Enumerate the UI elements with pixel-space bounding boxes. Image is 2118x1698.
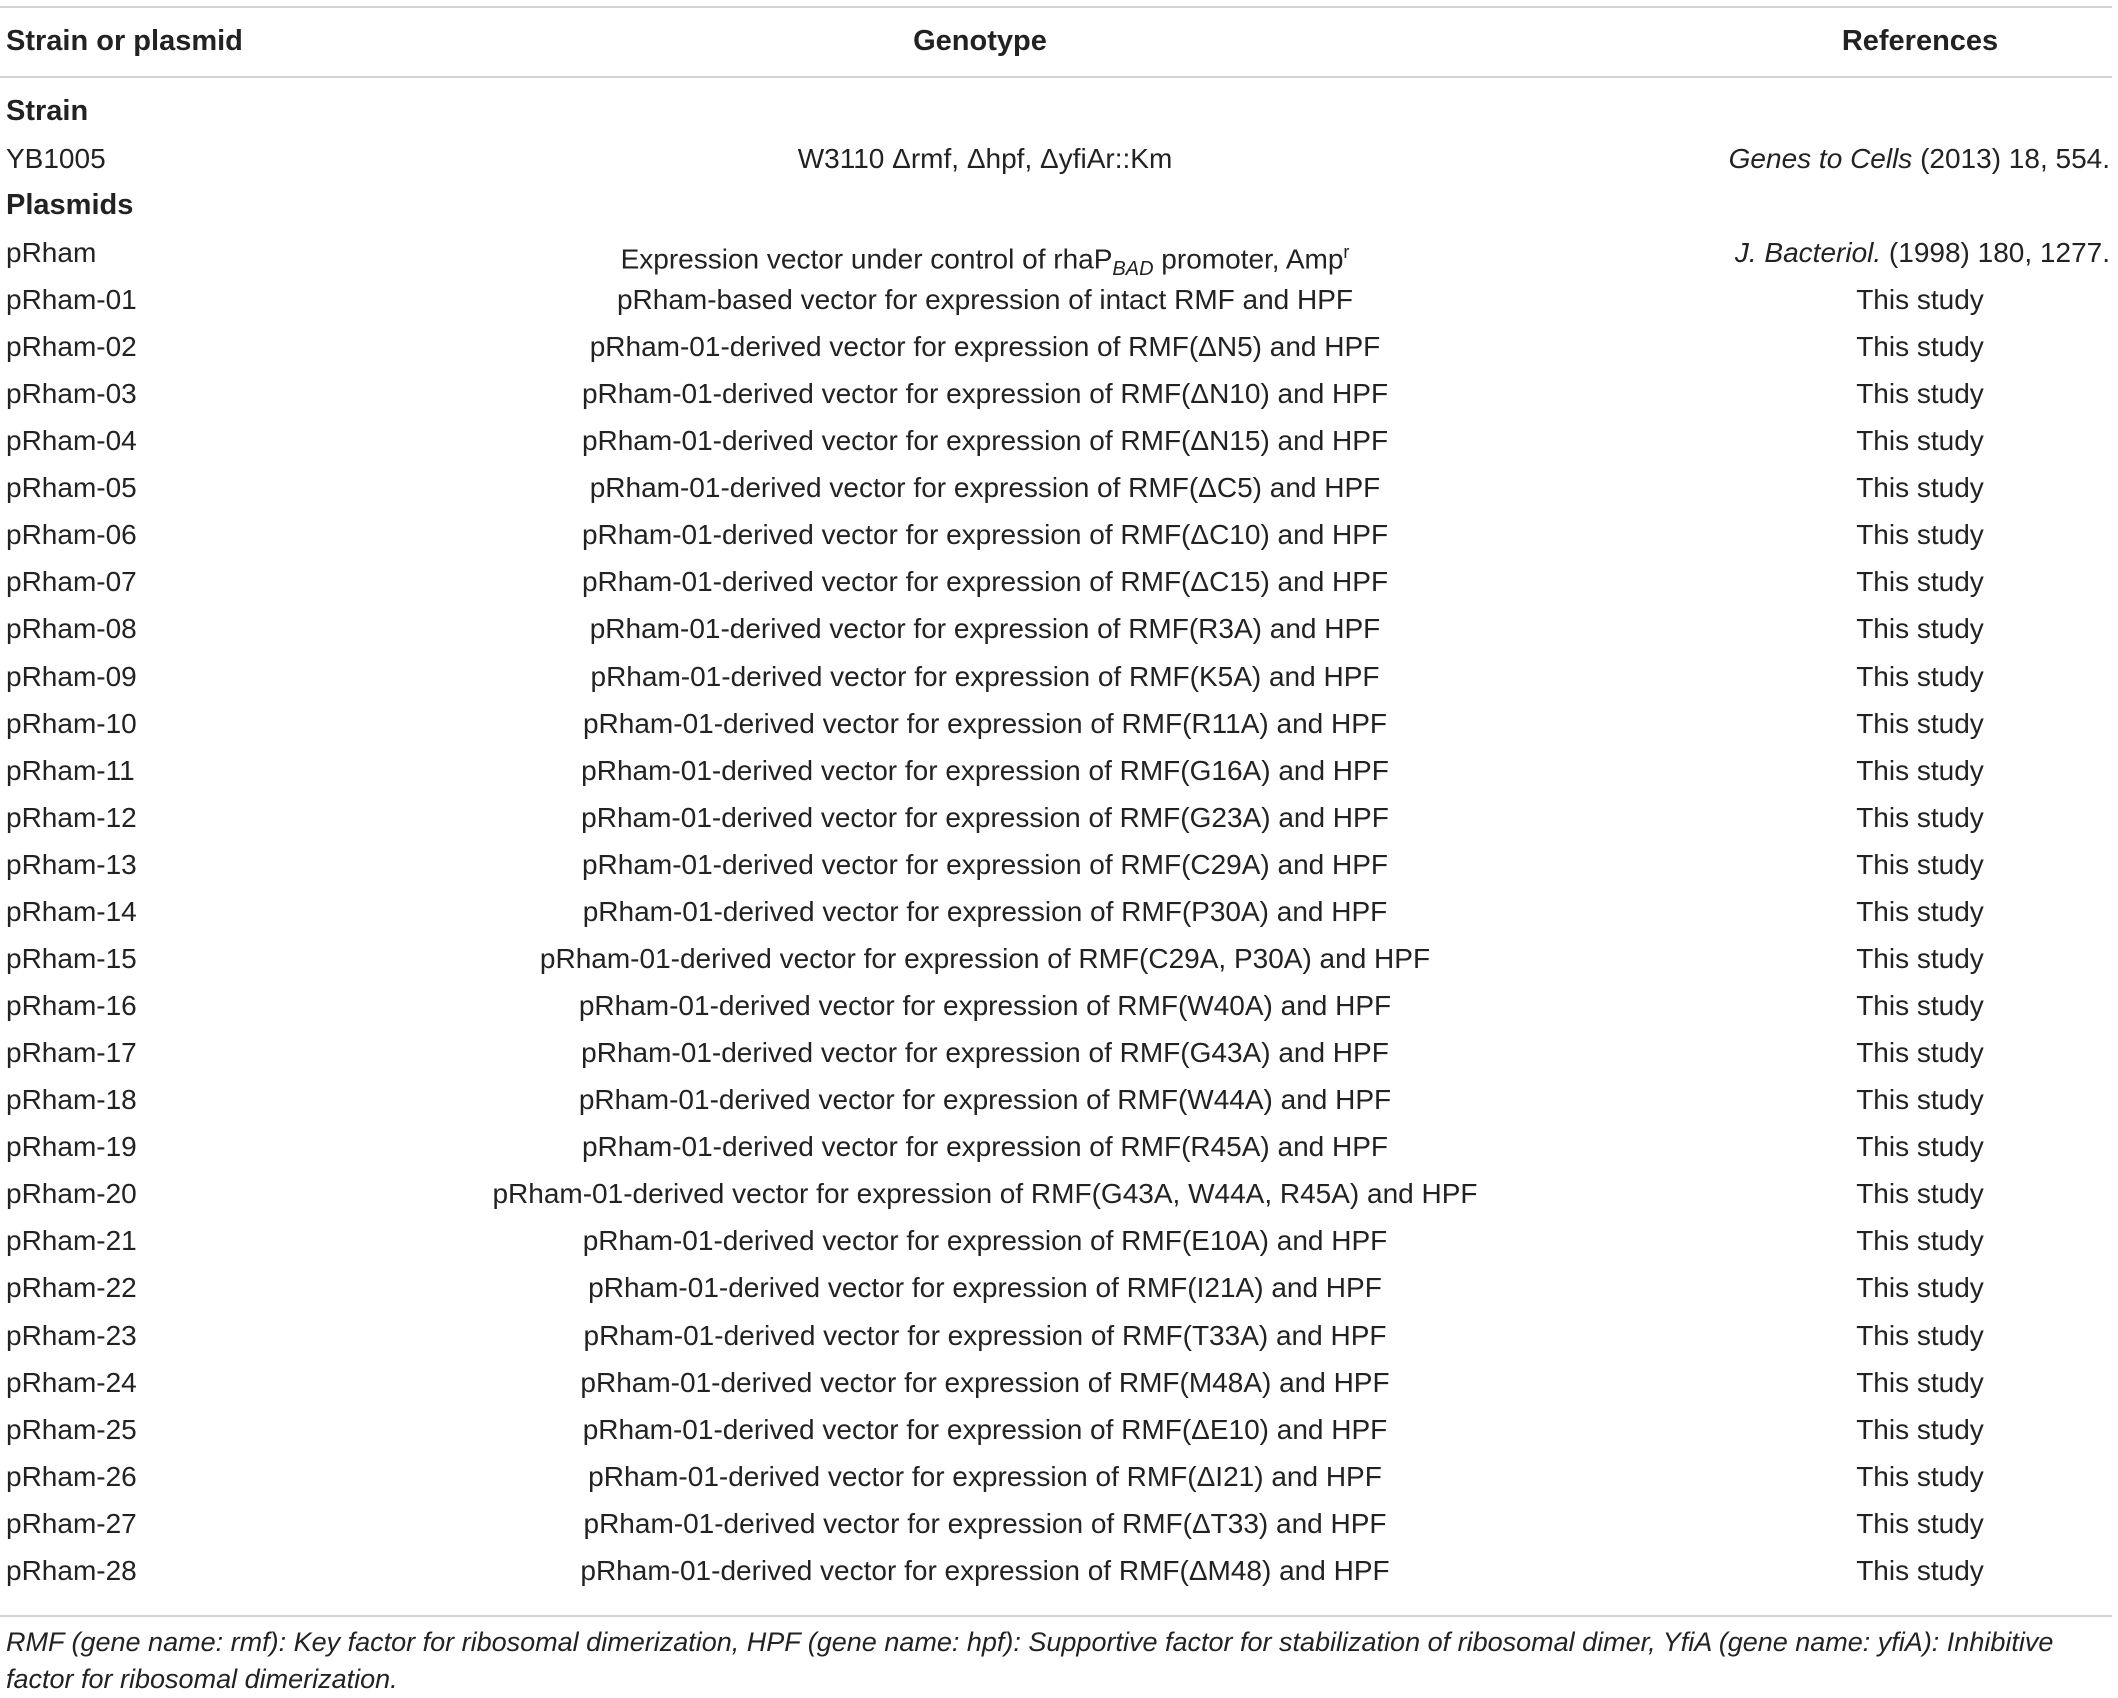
plasmid-name: pRham-04 (6, 425, 137, 457)
plasmid-genotype: pRham-01-derived vector for expression of RMF(W44A) and HPF (578, 1084, 1392, 1116)
table-row (0, 417, 2112, 464)
table-row (0, 653, 2112, 700)
plasmid-reference-journal: J. Bacteriol. (1734, 237, 1882, 268)
genotype-text-a: Expression vector under control of rhaP (620, 243, 1113, 275)
table-row (0, 370, 2112, 417)
table-row (0, 1359, 2112, 1406)
plasmid-name: pRham-13 (6, 848, 137, 880)
plasmid-reference: This study (1856, 378, 1984, 410)
section-plasmids-row (0, 182, 2112, 229)
plasmid-name: pRham-03 (6, 378, 137, 410)
plasmid-genotype: pRham-01-derived vector for expression of RMF(R11A) and HPF (582, 707, 1387, 739)
strain-reference (1600, 135, 2110, 182)
plasmid-genotype: pRham-01-derived vector for expression of RMF(ΔT33) and HPF (583, 1507, 1387, 1539)
plasmid-genotype: pRham-01-derived vector for expression of RMF(W40A) and HPF (578, 990, 1392, 1022)
table-bottom-rule (0, 1615, 2112, 1617)
plasmid-name: pRham-14 (6, 895, 137, 927)
plasmid-genotype: pRham-01-derived vector for expression of RMF(G43A, W44A, R45A) and HPF (492, 1178, 1478, 1210)
plasmid-name: pRham-24 (6, 1366, 137, 1398)
plasmid-name: pRham-25 (6, 1413, 137, 1445)
table-row (0, 1406, 2112, 1453)
strain-reference-detail: (2013) 18, 554. (1912, 143, 2110, 174)
plasmid-reference: This study (1856, 895, 1984, 927)
plasmid-reference: This study (1856, 613, 1984, 645)
table-row (0, 135, 2112, 182)
plasmid-reference: This study (1856, 1178, 1984, 1210)
table-footnote: RMF (gene name: rmf): Key factor for ribosomal dimerization, HPF (gene name: hpf): Supportive factor for stabilization of ribosomal dimer, YfiA (gene name: yfiA): Inhibitive factor for ribosomal dimerization. (6, 1627, 2054, 1694)
plasmid-genotype: pRham-01-derived vector for expression of RMF(ΔN10) and HPF (581, 378, 1389, 410)
plasmid-name: pRham-27 (6, 1507, 137, 1539)
plasmid-genotype: pRham-01-derived vector for expression of RMF(ΔE10) and HPF (582, 1413, 1388, 1445)
plasmid-genotype: pRham-01-derived vector for expression of RMF(C29A) and HPF (581, 848, 1389, 880)
plasmid-reference (1600, 229, 2110, 276)
table-row (0, 1547, 2112, 1594)
table-row (0, 935, 2112, 982)
table-row (0, 511, 2112, 558)
strain-name: YB1005 (6, 143, 106, 174)
plasmid-name: pRham-09 (6, 660, 137, 692)
plasmid-genotype: pRham-01-derived vector for expression of RMF(K5A) and HPF (590, 660, 1380, 692)
plasmid-reference: This study (1856, 566, 1984, 598)
header-references: References (1841, 25, 1999, 57)
plasmid-genotype: pRham-01-derived vector for expression of RMF(ΔN5) and HPF (589, 331, 1381, 363)
table-row (0, 276, 2112, 323)
plasmid-name: pRham-20 (6, 1178, 137, 1210)
plasmid-name: pRham-21 (6, 1225, 137, 1257)
table-row (0, 1029, 2112, 1076)
plasmid-reference: This study (1856, 1037, 1984, 1069)
plasmid-reference: This study (1856, 284, 1984, 315)
plasmid-name: pRham-15 (6, 942, 137, 974)
table-row (0, 982, 2112, 1029)
plasmid-name: pRham-05 (6, 472, 137, 504)
plasmid-reference: This study (1856, 754, 1984, 786)
plasmid-genotype: pRham-01-derived vector for expression of RMF(G43A) and HPF (581, 1037, 1389, 1069)
table-row (0, 558, 2112, 605)
plasmid-name: pRham-26 (6, 1460, 137, 1492)
plasmid-reference: This study (1856, 1460, 1984, 1492)
header-genotype: Genotype (913, 25, 1047, 57)
plasmid-name: pRham-10 (6, 707, 137, 739)
plasmid-name: pRham-16 (6, 990, 137, 1022)
plasmid-name: pRham-02 (6, 331, 137, 363)
plasmid-reference: This study (1856, 660, 1984, 692)
genotype-text-b: promoter, Amp (1153, 243, 1344, 275)
plasmid-genotype: pRham-01-derived vector for expression of RMF(ΔC15) and HPF (581, 566, 1389, 598)
table-row (0, 1076, 2112, 1123)
section-label-strain: Strain (6, 95, 89, 127)
plasmid-name: pRham-23 (6, 1319, 137, 1351)
plasmid-reference: This study (1856, 519, 1984, 551)
table-row (0, 1170, 2112, 1217)
plasmid-reference: This study (1856, 1366, 1984, 1398)
strain-reference-journal: Genes to Cells (1728, 143, 1913, 174)
plasmid-reference: This study (1856, 1554, 1984, 1586)
plasmid-genotype: pRham-01-derived vector for expression of RMF(ΔC10) and HPF (581, 519, 1389, 551)
section-label-plasmids: Plasmids (6, 189, 134, 221)
plasmid-reference-detail: (1998) 180, 1277. (1881, 237, 2110, 268)
plasmid-name: pRham-12 (6, 801, 137, 833)
header-rule (0, 76, 2112, 78)
plasmid-reference: This study (1856, 1507, 1984, 1539)
plasmid-reference: This study (1856, 1272, 1984, 1304)
plasmid-genotype: pRham-01-derived vector for expression of RMF(I21A) and HPF (588, 1272, 1382, 1304)
plasmid-reference: This study (1856, 331, 1984, 363)
plasmid-genotype: pRham-01-derived vector for expression of RMF(G23A) and HPF (581, 801, 1389, 833)
plasmid-reference: This study (1856, 425, 1984, 457)
plasmid-reference: This study (1856, 1131, 1984, 1163)
plasmid-reference: This study (1856, 472, 1984, 504)
strain-genotype: W3110 Δrmf, Δhpf, ΔyfiAr::Km (797, 143, 1173, 174)
plasmid-reference: This study (1856, 801, 1984, 833)
plasmid-reference: This study (1856, 1319, 1984, 1351)
plasmid-name: pRham-07 (6, 566, 137, 598)
plasmid-genotype: pRham-01-derived vector for expression of RMF(G16A) and HPF (581, 754, 1389, 786)
header-strain-or-plasmid: Strain or plasmid (6, 25, 243, 57)
table-row (0, 229, 2112, 280)
plasmid-reference: This study (1856, 990, 1984, 1022)
plasmid-genotype: pRham-01-derived vector for expression of RMF(ΔI21) and HPF (588, 1460, 1382, 1492)
plasmid-genotype: pRham-01-derived vector for expression of RMF(ΔC5) and HPF (589, 472, 1381, 504)
section-strain-row (0, 88, 2112, 135)
plasmid-genotype: pRham-01-derived vector for expression of RMF(C29A, P30A) and HPF (539, 942, 1431, 974)
table-row (0, 1453, 2112, 1500)
table-row (0, 605, 2112, 652)
plasmid-name: pRham-19 (6, 1131, 137, 1163)
plasmid-name: pRham-06 (6, 519, 137, 551)
plasmid-genotype: pRham-01-derived vector for expression of RMF(T33A) and HPF (583, 1319, 1387, 1351)
plasmid-name: pRham-22 (6, 1272, 137, 1304)
table-row (0, 1217, 2112, 1264)
plasmid-genotype: pRham-01-derived vector for expression of RMF(P30A) and HPF (582, 895, 1388, 927)
plasmid-name: pRham-11 (6, 754, 135, 786)
table-row (0, 1123, 2112, 1170)
table-row (0, 1312, 2112, 1359)
table-row (0, 464, 2112, 511)
plasmid-reference: This study (1856, 1084, 1984, 1116)
plasmid-name: pRham-08 (6, 613, 137, 645)
table-row (0, 1264, 2112, 1311)
plasmid-genotype: pRham-01-derived vector for expression of RMF(R45A) and HPF (581, 1131, 1389, 1163)
table-row (0, 747, 2112, 794)
plasmid-name: pRham-18 (6, 1084, 137, 1116)
plasmid-genotype: pRham-01-derived vector for expression of RMF(R3A) and HPF (589, 613, 1381, 645)
table-row (0, 841, 2112, 888)
plasmid-genotype: pRham-01-derived vector for expression of RMF(E10A) and HPF (582, 1225, 1388, 1257)
plasmid-genotype: pRham-01-derived vector for expression of RMF(ΔN15) and HPF (581, 425, 1389, 457)
plasmid-reference: This study (1856, 848, 1984, 880)
plasmid-reference: This study (1856, 1225, 1984, 1257)
plasmid-reference: This study (1856, 942, 1984, 974)
table-row (0, 888, 2112, 935)
genotype-subscript: BAD (1112, 257, 1154, 280)
table-row (0, 323, 2112, 370)
plasmid-reference: This study (1856, 1413, 1984, 1445)
plasmid-genotype: pRham-based vector for expression of intact RMF and HPF (616, 284, 1354, 315)
plasmid-reference: This study (1856, 707, 1984, 739)
table-header (0, 6, 2112, 76)
plasmid-genotype: pRham-01-derived vector for expression of RMF(M48A) and HPF (580, 1366, 1390, 1398)
plasmid-genotype: pRham-01-derived vector for expression of RMF(ΔM48) and HPF (580, 1554, 1390, 1586)
table-row (0, 1500, 2112, 1547)
plasmid-name: pRham (6, 237, 97, 268)
plasmid-name: pRham-28 (6, 1554, 137, 1586)
table-row (0, 794, 2112, 841)
plasmid-name: pRham-17 (6, 1037, 137, 1069)
table-row (0, 700, 2112, 747)
plasmid-name: pRham-01 (6, 284, 137, 315)
genotype-superscript: r (1343, 242, 1350, 262)
